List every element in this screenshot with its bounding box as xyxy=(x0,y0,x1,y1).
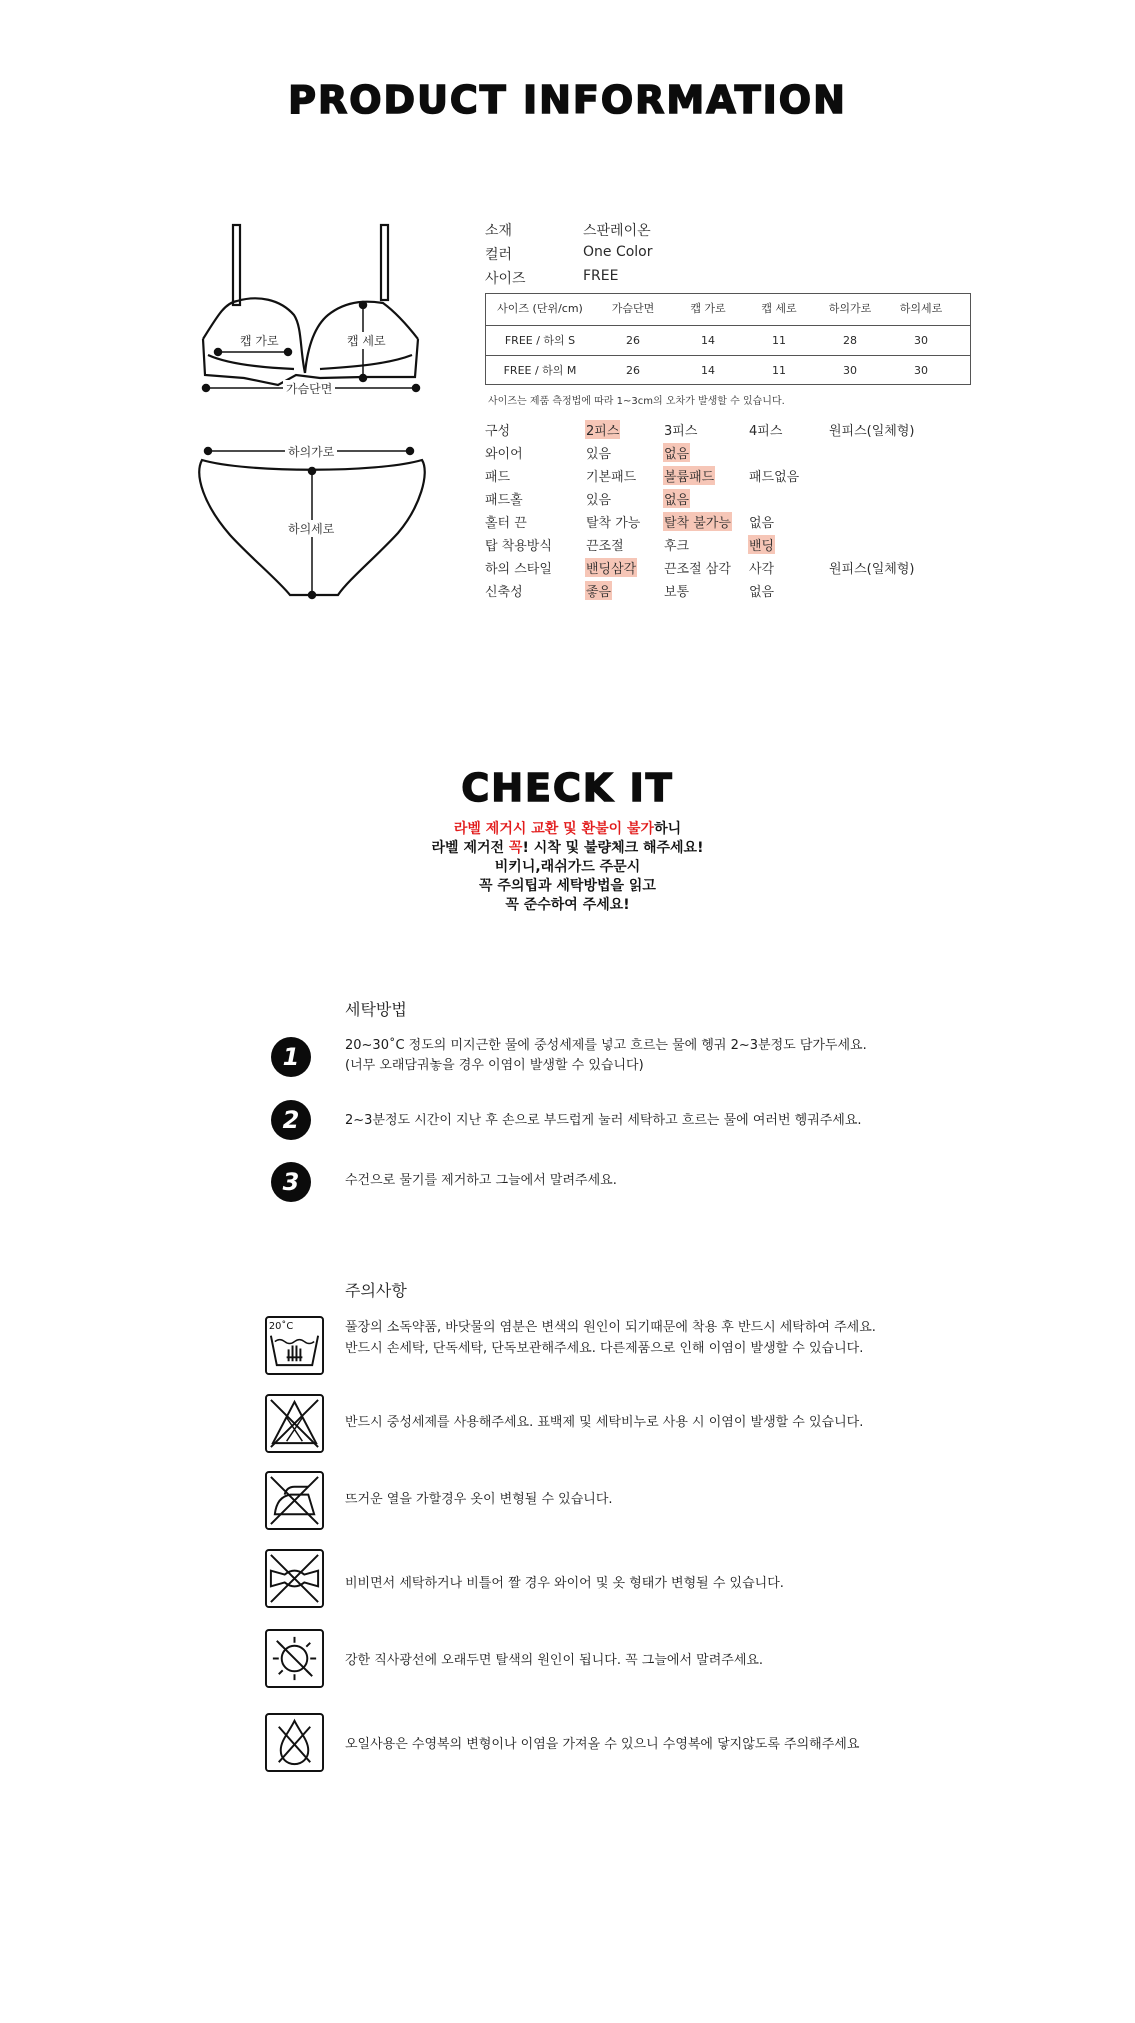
table-header-cell: 캡 가로 xyxy=(690,302,726,315)
option-value: 없음 xyxy=(663,489,690,508)
caution-item-6 xyxy=(345,1734,859,1755)
option-value: 사각 xyxy=(749,562,775,577)
size-note: 사이즈는 제품 측정법에 따라 1~3cm의 오차가 발생할 수 있습니다. xyxy=(488,396,785,407)
caution-item-1 xyxy=(345,1317,876,1359)
hand-wash-icon xyxy=(265,1316,324,1375)
washing-step-3 xyxy=(345,1171,617,1191)
table-cell: 11 xyxy=(772,334,786,347)
table-cell: 26 xyxy=(626,364,640,377)
option-value: 밴딩 xyxy=(748,535,775,554)
table-row xyxy=(486,355,970,386)
option-value: 원피스(일체형) xyxy=(829,424,915,439)
option-value: 보통 xyxy=(664,585,690,600)
bottom-width-label: 하의가로 xyxy=(285,443,337,460)
washing-step-1 xyxy=(345,1036,867,1076)
spec-label: 컬러 xyxy=(485,247,513,263)
table-cell: 30 xyxy=(914,364,928,377)
option-label: 패드 xyxy=(485,470,511,485)
caution-item-5 xyxy=(345,1650,763,1671)
spec-label: 사이즈 xyxy=(485,271,526,287)
notice-text: ! 시착 및 불량체크 해주세요! xyxy=(522,840,704,856)
table-cell: 14 xyxy=(701,334,715,347)
caution-text-line: 반드시 손세탁, 단독세탁, 단독보관해주세요. 다른제품으로 인해 이염이 발생할 수 있습니다. xyxy=(345,1341,864,1356)
caution-item-2 xyxy=(345,1412,863,1433)
spec-value: FREE xyxy=(583,268,619,284)
option-label: 홀터 끈 xyxy=(485,516,527,531)
step-text-line: 2~3분정도 시간이 지난 후 손으로 부드럽게 눌러 세탁하고 흐르는 물에 여러번 헹궈주세요. xyxy=(345,1113,862,1128)
option-value: 밴딩삼각 xyxy=(585,558,637,577)
notice-line-5: 꼭 준수하여 주세요! xyxy=(505,897,630,913)
table-header-cell: 캡 세로 xyxy=(761,302,797,315)
option-value: 있음 xyxy=(586,447,612,462)
option-value: 원피스(일체형) xyxy=(829,562,915,577)
table-cell: 26 xyxy=(626,334,640,347)
table-header-cell: 하의가로 xyxy=(828,302,872,315)
option-label: 하의 스타일 xyxy=(485,562,552,577)
product-information-title: PRODUCT INFORMATION xyxy=(288,78,847,122)
spec-value: 스판레이온 xyxy=(583,223,651,239)
bottom-height-label: 하의세로 xyxy=(288,522,335,536)
table-header-cell: 하의세로 xyxy=(899,302,943,315)
caution-item-4 xyxy=(345,1573,784,1594)
cup-width-label: 캡 가로 xyxy=(240,334,279,348)
option-label: 탑 착용방식 xyxy=(485,539,552,554)
caution-text-line: 강한 직사광선에 오래두면 탈색의 원인이 됩니다. 꼭 그늘에서 말려주세요. xyxy=(345,1653,764,1668)
step-number-badge: 1 xyxy=(271,1037,311,1077)
caution-text-line: 뜨거운 열을 가할경우 옷이 변형될 수 있습니다. xyxy=(345,1492,613,1507)
step-text-line: 수건으로 물기를 제거하고 그늘에서 말려주세요. xyxy=(345,1173,617,1188)
notice-text: 하니 xyxy=(654,821,682,837)
step-text-line: 20~30˚C 정도의 미지근한 물에 중성세제를 넣고 흐르는 물에 헹궈 2~3분정도 담가두세요. xyxy=(345,1038,867,1053)
caution-item-3 xyxy=(345,1489,613,1510)
table-cell: 28 xyxy=(843,334,857,347)
table-cell: FREE / 하의 S xyxy=(504,334,576,347)
option-label: 구성 xyxy=(485,424,511,439)
option-value: 후크 xyxy=(664,539,690,554)
step-number-badge: 2 xyxy=(271,1100,311,1140)
caution-text-line: 오일사용은 수영복의 변형이나 이염을 가져올 수 있으니 수영복에 닿지않도록 주의해주세요 xyxy=(345,1737,860,1752)
option-value: 없음 xyxy=(749,585,775,600)
no-sun-dry-icon xyxy=(265,1629,324,1688)
table-cell: 30 xyxy=(843,364,857,377)
no-wring-icon xyxy=(265,1549,324,1608)
option-value: 3피스 xyxy=(664,424,698,439)
cautions-heading: 주의사항 xyxy=(345,1281,407,1300)
option-value: 탈착 가능 xyxy=(586,516,641,531)
table-header-cell: 가슴단면 xyxy=(611,302,655,315)
no-iron-icon xyxy=(265,1471,324,1530)
notice-line-4: 꼭 주의팁과 세탁방법을 읽고 xyxy=(479,878,656,894)
option-value: 2피스 xyxy=(585,420,620,439)
option-value: 4피스 xyxy=(749,424,783,439)
chest-label: 가슴단면 xyxy=(283,380,335,397)
caution-text-line: 반드시 중성세제를 사용해주세요. 표백제 및 세탁비누로 사용 시 이염이 발생할 수 있습니다. xyxy=(345,1415,864,1430)
option-label: 와이어 xyxy=(485,447,523,462)
option-value: 없음 xyxy=(663,443,690,462)
washing-step-2 xyxy=(345,1111,862,1131)
option-value: 없음 xyxy=(749,516,775,531)
caution-text-line: 풀장의 소독약품, 바닷물의 염분은 변색의 원인이 되기때문에 착용 후 반드시 세탁하여 주세요. xyxy=(345,1320,876,1335)
size-table-header xyxy=(486,294,970,324)
table-row xyxy=(486,325,970,356)
spec-label: 소재 xyxy=(485,223,513,239)
cup-height-label: 캡 세로 xyxy=(347,334,386,348)
table-cell: 14 xyxy=(701,364,715,377)
option-value: 끈조절 xyxy=(586,539,624,554)
option-label: 신축성 xyxy=(485,585,523,600)
bikini-measurement-diagram xyxy=(190,215,440,605)
notice-warning-text: 라벨 제거시 교환 및 환불이 불가 xyxy=(453,821,655,837)
option-value: 끈조절 삼각 xyxy=(664,562,731,577)
table-cell: 11 xyxy=(772,364,786,377)
option-label: 패드홀 xyxy=(485,493,523,508)
notice-line-3: 비키니,래쉬가드 주문시 xyxy=(494,859,641,875)
option-value: 볼륨패드 xyxy=(663,466,715,485)
caution-text-line: 비비면서 세탁하거나 비틀어 짤 경우 와이어 및 옷 형태가 변형될 수 있습니다. xyxy=(345,1576,784,1591)
no-oil-icon xyxy=(265,1713,324,1772)
notice-line-1 xyxy=(0,818,1135,838)
step-number-badge: 3 xyxy=(271,1162,311,1202)
washing-heading: 세탁방법 xyxy=(345,1000,407,1019)
option-value: 패드없음 xyxy=(749,470,800,485)
table-cell: 30 xyxy=(914,334,928,347)
spec-value: One Color xyxy=(583,244,653,260)
option-value: 기본패드 xyxy=(586,470,637,485)
table-cell: FREE / 하의 M xyxy=(503,364,577,377)
table-header-cell: 사이즈 (단위/cm) xyxy=(497,302,583,315)
wash-temp-label: 20˚C xyxy=(268,1320,294,1332)
option-value: 있음 xyxy=(586,493,612,508)
option-value: 탈착 불가능 xyxy=(663,512,732,531)
notice-text: 라벨 제거전 xyxy=(431,840,509,856)
notice-line-2 xyxy=(0,837,1135,857)
no-bleach-icon xyxy=(265,1394,324,1453)
option-value: 좋음 xyxy=(585,581,612,600)
size-table xyxy=(485,293,971,385)
notice-warning-text: 꼭 xyxy=(508,840,523,856)
step-text-line: (너무 오래담궈놓을 경우 이염이 발생할 수 있습니다) xyxy=(345,1058,644,1073)
check-it-title: CHECK IT xyxy=(461,766,674,810)
